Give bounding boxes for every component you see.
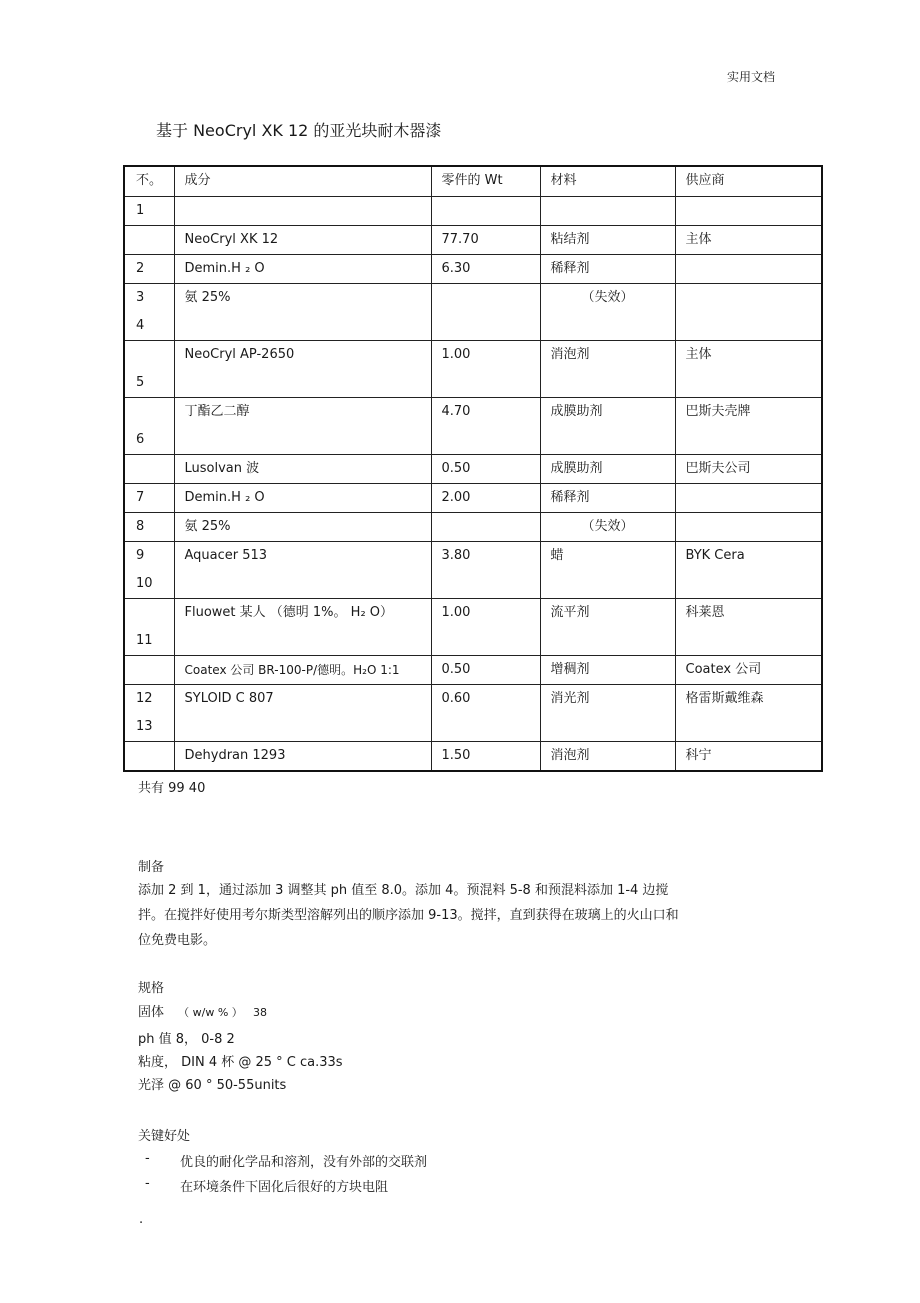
row-supplier: 科莱恩 — [675, 598, 822, 655]
spec-viscosity: 粘度， DIN 4 杯 @ 25 ° C ca.33s — [138, 1055, 343, 1070]
row-wt: 2.00 — [431, 483, 540, 512]
header-material: 材料 — [540, 166, 675, 196]
row-wt: 3.80 — [431, 541, 540, 598]
row-ingredient: Lusolvan 波 — [174, 454, 431, 483]
row-supplier — [675, 254, 822, 283]
row-material: 消泡剂 — [540, 340, 675, 397]
row-supplier — [675, 512, 822, 541]
row-no-first: 3 — [136, 289, 145, 305]
formulation-table — [123, 165, 823, 772]
header-wt: 零件的 Wt — [431, 166, 540, 196]
benefit-dash: - — [145, 1176, 150, 1191]
row-material: 蜡 — [540, 541, 675, 598]
table-row — [124, 541, 822, 598]
row-ingredient: 氨 25% — [174, 512, 431, 541]
table-row — [124, 512, 822, 541]
row-no: 1 — [124, 196, 174, 225]
row-material: 粘结剂 — [540, 225, 675, 254]
row-no-first: 9 — [136, 547, 145, 563]
row-wt: 4.70 — [431, 397, 540, 454]
table-row — [124, 254, 822, 283]
row-material: 稀释剂 — [540, 254, 675, 283]
row-no-first: 12 — [136, 690, 153, 706]
row-supplier: 巴斯夫壳牌 — [675, 397, 822, 454]
row-wt — [431, 283, 540, 340]
table-header-row — [124, 166, 822, 196]
row-no — [124, 454, 174, 483]
header-supplier: 供应商 — [675, 166, 822, 196]
row-ingredient: Dehydran 1293 — [174, 741, 431, 771]
row-no: 8 — [124, 512, 174, 541]
row-no-second: 4 — [136, 317, 145, 333]
row-wt: 6.30 — [431, 254, 540, 283]
row-wt: 1.00 — [431, 598, 540, 655]
row-ingredient: SYLOID C 807 — [174, 684, 431, 741]
spec-solids-unit: （ w/w % ） — [178, 1006, 243, 1019]
table-total: 共有 99 40 — [138, 781, 206, 796]
row-no: 7 — [124, 483, 174, 512]
row-material: 消泡剂 — [540, 741, 675, 771]
spec-ph: ph 值 8， 0-8 2 — [138, 1032, 235, 1047]
row-supplier — [675, 483, 822, 512]
preparation-line: 位免费电影。 — [138, 933, 217, 948]
row-supplier: 主体 — [675, 225, 822, 254]
table-row — [124, 655, 822, 684]
row-material — [540, 196, 675, 225]
specifications-heading: 规格 — [138, 981, 165, 996]
row-wt: 0.50 — [431, 655, 540, 684]
row-ingredient: 氨 25% — [174, 283, 431, 340]
row-material: （失效） — [540, 283, 675, 340]
row-no-second: 11 — [136, 632, 153, 648]
row-supplier: 科宁 — [675, 741, 822, 771]
row-wt — [431, 512, 540, 541]
table-row — [124, 196, 822, 225]
row-ingredient: Aquacer 513 — [174, 541, 431, 598]
preparation-heading: 制备 — [138, 860, 165, 875]
row-no — [124, 655, 174, 684]
row-no — [124, 684, 174, 741]
row-supplier: 主体 — [675, 340, 822, 397]
row-supplier: 巴斯夫公司 — [675, 454, 822, 483]
row-no — [124, 541, 174, 598]
row-wt: 1.50 — [431, 741, 540, 771]
row-ingredient: Coatex 公司 BR-100-P/德明。H₂O 1:1 — [174, 655, 431, 684]
spec-gloss: 光泽 @ 60 ° 50-55units — [138, 1078, 287, 1093]
row-supplier: Coatex 公司 — [675, 655, 822, 684]
benefit-dash: - — [145, 1151, 150, 1166]
row-no-second: 6 — [136, 431, 145, 447]
benefits-heading: 关键好处 — [138, 1129, 191, 1144]
row-wt: 0.50 — [431, 454, 540, 483]
row-supplier — [675, 196, 822, 225]
row-no-first — [136, 599, 164, 627]
row-ingredient: 丁酯乙二醇 — [174, 397, 431, 454]
benefit-item: 优良的耐化学品和溶剂，没有外部的交联剂 — [180, 1155, 428, 1170]
header-no: 不。 — [124, 166, 174, 196]
table-row — [124, 283, 822, 340]
row-supplier: 格雷斯戴维森 — [675, 684, 822, 741]
header-ingredient: 成分 — [174, 166, 431, 196]
row-no — [124, 283, 174, 340]
row-no — [124, 397, 174, 454]
row-material: （失效） — [540, 512, 675, 541]
row-no: 2 — [124, 254, 174, 283]
row-material: 稀释剂 — [540, 483, 675, 512]
row-wt — [431, 196, 540, 225]
row-no — [124, 225, 174, 254]
row-no-first — [136, 398, 164, 426]
table-row — [124, 684, 822, 741]
row-wt: 1.00 — [431, 340, 540, 397]
table-row — [124, 598, 822, 655]
row-wt: 0.60 — [431, 684, 540, 741]
row-material: 成膜助剂 — [540, 397, 675, 454]
row-no — [124, 741, 174, 771]
table-row — [124, 340, 822, 397]
table-row — [124, 483, 822, 512]
preparation-line: 添加 2 到 1，通过添加 3 调整其 ph 值至 8.0。添加 4。预混料 5-8 和预混料添加 1-4 边搅 — [138, 883, 669, 898]
table-row — [124, 397, 822, 454]
benefit-item: 在环境条件下固化后很好的方块电阻 — [180, 1180, 389, 1195]
spec-solids-value: 38 — [252, 1006, 267, 1019]
row-ingredient: Fluowet 某人 （德明 1%。 H₂ O） — [174, 598, 431, 655]
preparation-line: 拌。在搅拌好使用考尔斯类型溶解列出的顺序添加 9-13。搅拌，直到获得在玻璃上的火山口和 — [138, 908, 679, 923]
row-ingredient: NeoCryl XK 12 — [174, 225, 431, 254]
row-material: 增稠剂 — [540, 655, 675, 684]
row-no — [124, 340, 174, 397]
row-material: 流平剂 — [540, 598, 675, 655]
document-title: 基于 NeoCryl XK 12 的亚光块耐木器漆 — [156, 121, 442, 140]
row-material: 消光剂 — [540, 684, 675, 741]
spec-solids — [138, 1001, 267, 1020]
table-row — [124, 225, 822, 254]
row-ingredient: Demin.H ₂ O — [174, 483, 431, 512]
row-no — [124, 598, 174, 655]
row-material: 成膜助剂 — [540, 454, 675, 483]
row-ingredient — [174, 196, 431, 225]
row-no-second: 13 — [136, 718, 153, 734]
row-wt: 77.70 — [431, 225, 540, 254]
row-supplier — [675, 283, 822, 340]
row-no-second: 10 — [136, 575, 153, 591]
row-no-first — [136, 341, 164, 369]
row-ingredient: Demin.H ₂ O — [174, 254, 431, 283]
table-row — [124, 454, 822, 483]
footer-mark: . — [139, 1212, 144, 1227]
row-ingredient: NeoCryl AP-2650 — [174, 340, 431, 397]
header-note: 实用文档 — [727, 70, 776, 84]
spec-solids-label: 固体 — [138, 1005, 165, 1020]
row-supplier: BYK Cera — [675, 541, 822, 598]
row-no-second: 5 — [136, 374, 145, 390]
table-row — [124, 741, 822, 771]
